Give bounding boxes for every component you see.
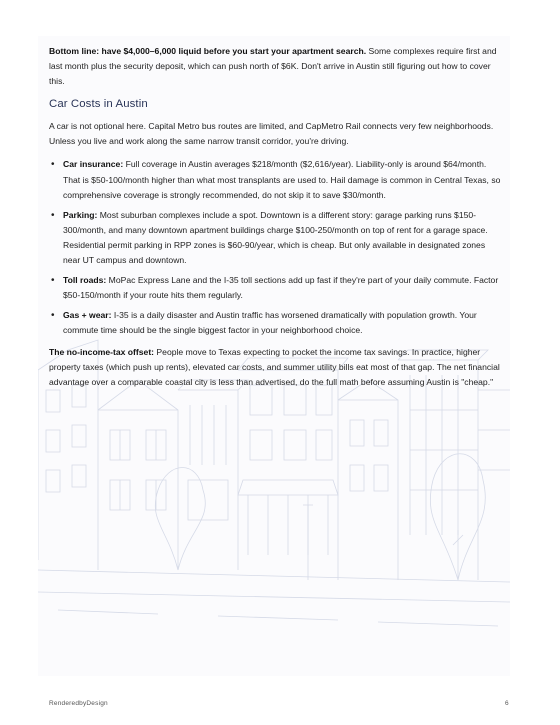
list-item: [49, 273, 503, 303]
closing-lead-rest: People move to Texas expecting to pocket the income tax savings. In practice, higher property taxes (which push up rents), elevated car costs, and summer utility bills eat most of that gap. The net financial advantage over a comparable coastal city is less than advertised, do the full math before assuming Austin is "cheap.": [49, 346, 500, 387]
footer-brand: RenderedbyDesign: [49, 700, 108, 707]
section-title: Car Costs in Austin: [49, 98, 148, 111]
document-body: [49, 44, 503, 398]
list-item-label: Gas + wear:: [63, 310, 112, 321]
intro-lead-bold: Bottom line: have $4,000–6,000 liquid before you start your apartment search.: [49, 46, 367, 56]
list-item-text: Full coverage in Austin averages $218/month ($2,616/year). Liability-only is around $64/month. That is $50-100/month higher than what most transplants are used to. Hail damage is common in Central Texas, so comprehensive coverage is strongly recommended, do not skip it to save $30/month.: [63, 159, 501, 200]
section-paragraph: A car is not optional here. Capital Metro bus routes are limited, and CapMetro Rail connects very few neighborhoods. Unless you live and work along the same narrow transit corridor, you're driving.: [49, 121, 494, 147]
list-item-label: Car insurance:: [63, 159, 124, 170]
list-item: [49, 157, 503, 202]
list-item-text: MoPac Express Lane and the I-35 toll sections add up fast if they're part of your daily commute. Factor $50-150/month if your route hits them regularly.: [63, 275, 499, 301]
page-number: 6: [505, 700, 509, 707]
list-item-text: Most suburban complexes include a spot. Downtown is a different story: garage parking runs $150-300/month, and many downtown apartment buildings charge $100-250/month on top of rent for a garage space. Residential permit parking in RPP zones is $60-90/year, which is cheap. But only available in designated zones near UT campus and downtown.: [63, 209, 488, 266]
list-item: [49, 308, 503, 338]
list-item-label: Toll roads:: [63, 275, 107, 286]
list-item-label: Parking:: [63, 209, 98, 220]
car-costs-list: [49, 157, 503, 338]
list-item: [49, 208, 503, 268]
intro-lead-rest: Some complexes require first and last month plus the security deposit, which can push north of $6K. Don't arrive in Austin still figuring out how to cover this.: [49, 46, 497, 87]
closing-lead-bold: The no-income-tax offset:: [49, 346, 155, 357]
intro-paragraph: [49, 44, 503, 89]
closing-paragraph: [49, 345, 503, 390]
list-item-text: I-35 is a daily disaster and Austin traffic has worsened dramatically with population growth. Your commute time should be the single biggest factor in your neighborhood choice.: [63, 310, 477, 336]
